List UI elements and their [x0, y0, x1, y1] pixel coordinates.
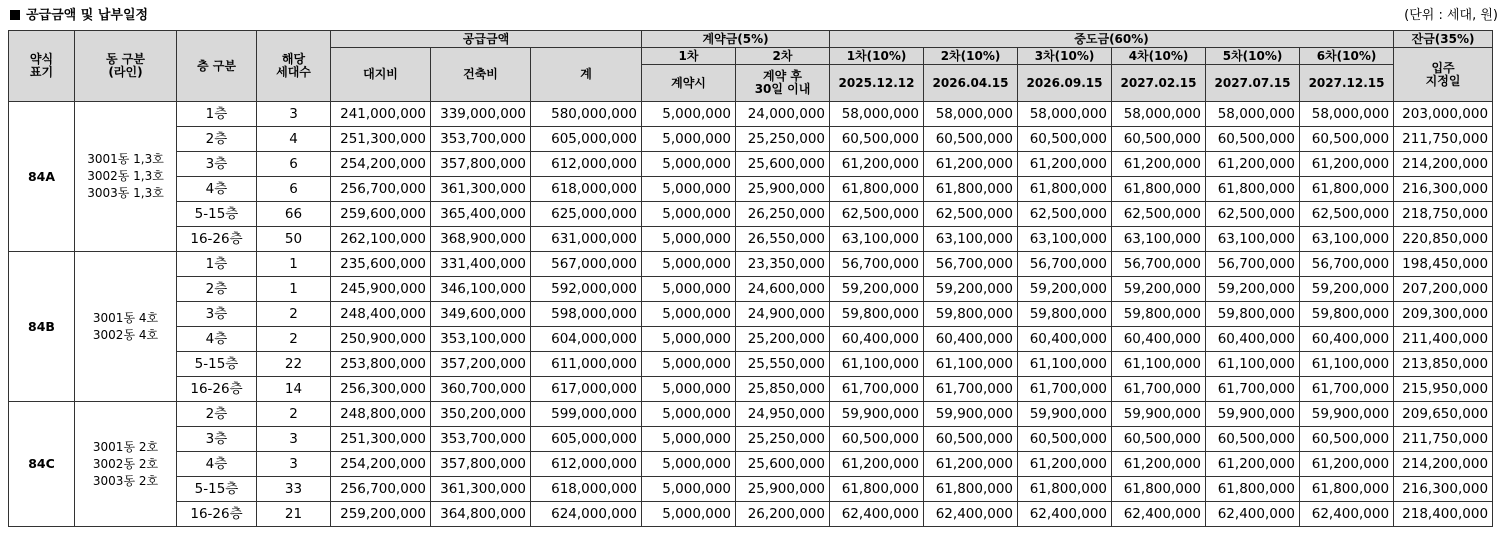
title-text: 공급금액 및 납부일정 — [26, 8, 149, 23]
mid-2-cell: 62,500,000 — [924, 202, 1018, 227]
building-cell: 368,900,000 — [431, 227, 531, 252]
header-deposit-group: 계약금(5%) — [642, 31, 830, 48]
mid-2-cell: 62,400,000 — [924, 502, 1018, 527]
dep2-cell: 25,600,000 — [736, 452, 830, 477]
balance-cell: 220,850,000 — [1394, 227, 1493, 252]
header-land: 대지비 — [331, 48, 431, 102]
dep2-cell: 23,350,000 — [736, 252, 830, 277]
floor-cell: 16-26층 — [177, 377, 257, 402]
header-mid-1: 1차(10%) — [830, 48, 924, 65]
mid-3-cell: 60,500,000 — [1018, 427, 1112, 452]
dep1-cell: 5,000,000 — [642, 402, 736, 427]
type-cell: 84A — [9, 102, 75, 252]
total-cell: 611,000,000 — [531, 352, 642, 377]
units-cell: 2 — [257, 327, 331, 352]
mid-2-cell: 60,500,000 — [924, 427, 1018, 452]
table-row — [9, 402, 1493, 427]
dep1-cell: 5,000,000 — [642, 177, 736, 202]
dep1-cell: 5,000,000 — [642, 202, 736, 227]
mid-4-cell: 61,800,000 — [1112, 177, 1206, 202]
mid-1-cell: 60,500,000 — [830, 427, 924, 452]
dep2-cell: 24,900,000 — [736, 302, 830, 327]
mid-5-cell: 56,700,000 — [1206, 252, 1300, 277]
mid-6-cell: 59,200,000 — [1300, 277, 1394, 302]
mid-4-cell: 60,500,000 — [1112, 127, 1206, 152]
mid-3-cell: 59,200,000 — [1018, 277, 1112, 302]
mid-3-cell: 59,800,000 — [1018, 302, 1112, 327]
table-row — [9, 227, 1493, 252]
type-cell: 84B — [9, 252, 75, 402]
mid-5-cell: 61,200,000 — [1206, 452, 1300, 477]
payment-schedule-table — [8, 30, 1493, 527]
units-cell: 1 — [257, 252, 331, 277]
dong-cell: 3001동 4호 3002동 4호 — [75, 252, 177, 402]
land-cell: 250,900,000 — [331, 327, 431, 352]
building-cell: 360,700,000 — [431, 377, 531, 402]
mid-2-cell: 61,800,000 — [924, 177, 1018, 202]
floor-cell: 3층 — [177, 427, 257, 452]
header-units: 해당 세대수 — [257, 31, 331, 102]
mid-4-cell: 62,400,000 — [1112, 502, 1206, 527]
mid-4-cell: 61,800,000 — [1112, 477, 1206, 502]
mid-3-cell: 58,000,000 — [1018, 102, 1112, 127]
table-body — [9, 102, 1493, 527]
units-cell: 2 — [257, 302, 331, 327]
total-cell: 604,000,000 — [531, 327, 642, 352]
mid-1-cell: 62,400,000 — [830, 502, 924, 527]
mid-5-cell: 61,100,000 — [1206, 352, 1300, 377]
mid-2-cell: 61,100,000 — [924, 352, 1018, 377]
table-row — [9, 427, 1493, 452]
mid-6-cell: 61,200,000 — [1300, 152, 1394, 177]
mid-4-cell: 59,800,000 — [1112, 302, 1206, 327]
mid-4-cell: 63,100,000 — [1112, 227, 1206, 252]
dep1-cell: 5,000,000 — [642, 452, 736, 477]
floor-cell: 1층 — [177, 102, 257, 127]
units-cell: 4 — [257, 127, 331, 152]
header-mid-date-4: 2027.02.15 — [1112, 65, 1206, 102]
balance-cell: 209,650,000 — [1394, 402, 1493, 427]
dep2-cell: 25,250,000 — [736, 127, 830, 152]
units-cell: 50 — [257, 227, 331, 252]
table-row — [9, 177, 1493, 202]
total-cell: 599,000,000 — [531, 402, 642, 427]
building-cell: 346,100,000 — [431, 277, 531, 302]
dep1-cell: 5,000,000 — [642, 127, 736, 152]
units-cell: 6 — [257, 177, 331, 202]
mid-6-cell: 56,700,000 — [1300, 252, 1394, 277]
building-cell: 357,800,000 — [431, 152, 531, 177]
land-cell: 256,700,000 — [331, 477, 431, 502]
mid-5-cell: 60,500,000 — [1206, 427, 1300, 452]
mid-5-cell: 63,100,000 — [1206, 227, 1300, 252]
balance-cell: 214,200,000 — [1394, 452, 1493, 477]
header-balance-group: 잔금(35%) — [1394, 31, 1493, 48]
land-cell: 259,200,000 — [331, 502, 431, 527]
units-cell: 6 — [257, 152, 331, 177]
mid-6-cell: 60,500,000 — [1300, 127, 1394, 152]
land-cell: 251,300,000 — [331, 427, 431, 452]
header-type: 약식 표기 — [9, 31, 75, 102]
total-cell: 618,000,000 — [531, 177, 642, 202]
header-dep1: 1차 — [642, 48, 736, 65]
header-dong: 동 구분 (라인) — [75, 31, 177, 102]
mid-5-cell: 62,500,000 — [1206, 202, 1300, 227]
dep2-cell: 25,900,000 — [736, 177, 830, 202]
floor-cell: 2층 — [177, 277, 257, 302]
mid-1-cell: 63,100,000 — [830, 227, 924, 252]
dep1-cell: 5,000,000 — [642, 227, 736, 252]
table-row — [9, 302, 1493, 327]
header-mid-date-2: 2026.04.15 — [924, 65, 1018, 102]
header-mid-date-5: 2027.07.15 — [1206, 65, 1300, 102]
mid-4-cell: 61,100,000 — [1112, 352, 1206, 377]
mid-6-cell: 61,700,000 — [1300, 377, 1394, 402]
mid-5-cell: 60,400,000 — [1206, 327, 1300, 352]
dong-cell: 3001동 1,3호 3002동 1,3호 3003동 1,3호 — [75, 102, 177, 252]
table-row — [9, 327, 1493, 352]
units-cell: 2 — [257, 402, 331, 427]
header-mid-date-1: 2025.12.12 — [830, 65, 924, 102]
mid-6-cell: 62,400,000 — [1300, 502, 1394, 527]
mid-4-cell: 61,200,000 — [1112, 152, 1206, 177]
page-title — [10, 4, 148, 23]
building-cell: 331,400,000 — [431, 252, 531, 277]
dep1-cell: 5,000,000 — [642, 327, 736, 352]
balance-cell: 209,300,000 — [1394, 302, 1493, 327]
mid-6-cell: 61,800,000 — [1300, 477, 1394, 502]
total-cell: 598,000,000 — [531, 302, 642, 327]
table-row — [9, 502, 1493, 527]
mid-3-cell: 61,200,000 — [1018, 452, 1112, 477]
mid-2-cell: 60,400,000 — [924, 327, 1018, 352]
mid-6-cell: 60,500,000 — [1300, 427, 1394, 452]
floor-cell: 2층 — [177, 127, 257, 152]
mid-2-cell: 61,800,000 — [924, 477, 1018, 502]
floor-cell: 5-15층 — [177, 202, 257, 227]
total-cell: 617,000,000 — [531, 377, 642, 402]
mid-6-cell: 61,100,000 — [1300, 352, 1394, 377]
dep1-cell: 5,000,000 — [642, 277, 736, 302]
balance-cell: 218,400,000 — [1394, 502, 1493, 527]
table-row — [9, 202, 1493, 227]
dep2-cell: 24,600,000 — [736, 277, 830, 302]
header-mid-4: 4차(10%) — [1112, 48, 1206, 65]
floor-cell: 5-15층 — [177, 352, 257, 377]
balance-cell: 198,450,000 — [1394, 252, 1493, 277]
land-cell: 254,200,000 — [331, 152, 431, 177]
mid-3-cell: 61,700,000 — [1018, 377, 1112, 402]
mid-5-cell: 61,700,000 — [1206, 377, 1300, 402]
mid-5-cell: 62,400,000 — [1206, 502, 1300, 527]
land-cell: 245,900,000 — [331, 277, 431, 302]
total-cell: 618,000,000 — [531, 477, 642, 502]
mid-1-cell: 59,900,000 — [830, 402, 924, 427]
table-row — [9, 102, 1493, 127]
total-cell: 605,000,000 — [531, 427, 642, 452]
land-cell: 256,300,000 — [331, 377, 431, 402]
dep2-cell: 25,550,000 — [736, 352, 830, 377]
building-cell: 353,700,000 — [431, 127, 531, 152]
mid-3-cell: 60,500,000 — [1018, 127, 1112, 152]
mid-3-cell: 61,200,000 — [1018, 152, 1112, 177]
mid-2-cell: 61,200,000 — [924, 452, 1018, 477]
dep1-cell: 5,000,000 — [642, 152, 736, 177]
mid-1-cell: 61,800,000 — [830, 477, 924, 502]
dep2-cell: 26,250,000 — [736, 202, 830, 227]
building-cell: 365,400,000 — [431, 202, 531, 227]
land-cell: 248,800,000 — [331, 402, 431, 427]
dep2-cell: 24,950,000 — [736, 402, 830, 427]
balance-cell: 213,850,000 — [1394, 352, 1493, 377]
mid-5-cell: 59,900,000 — [1206, 402, 1300, 427]
table-row — [9, 152, 1493, 177]
units-cell: 14 — [257, 377, 331, 402]
mid-5-cell: 60,500,000 — [1206, 127, 1300, 152]
building-cell: 361,300,000 — [431, 477, 531, 502]
title-bar — [8, 0, 1500, 26]
mid-6-cell: 58,000,000 — [1300, 102, 1394, 127]
mid-4-cell: 60,400,000 — [1112, 327, 1206, 352]
building-cell: 339,000,000 — [431, 102, 531, 127]
mid-1-cell: 56,700,000 — [830, 252, 924, 277]
dep1-cell: 5,000,000 — [642, 252, 736, 277]
header-mid-3: 3차(10%) — [1018, 48, 1112, 65]
floor-cell: 3층 — [177, 302, 257, 327]
header-dep1-when: 계약시 — [642, 65, 736, 102]
header-building: 건축비 — [431, 48, 531, 102]
dep2-cell: 24,000,000 — [736, 102, 830, 127]
mid-2-cell: 61,200,000 — [924, 152, 1018, 177]
floor-cell: 5-15층 — [177, 477, 257, 502]
mid-2-cell: 58,000,000 — [924, 102, 1018, 127]
mid-1-cell: 61,200,000 — [830, 152, 924, 177]
mid-1-cell: 59,200,000 — [830, 277, 924, 302]
dep2-cell: 25,850,000 — [736, 377, 830, 402]
mid-4-cell: 62,500,000 — [1112, 202, 1206, 227]
header-mid-6: 6차(10%) — [1300, 48, 1394, 65]
mid-1-cell: 59,800,000 — [830, 302, 924, 327]
dep1-cell: 5,000,000 — [642, 352, 736, 377]
total-cell: 567,000,000 — [531, 252, 642, 277]
dong-cell: 3001동 2호 3002동 2호 3003동 2호 — [75, 402, 177, 527]
dep1-cell: 5,000,000 — [642, 302, 736, 327]
mid-3-cell: 60,400,000 — [1018, 327, 1112, 352]
dep1-cell: 5,000,000 — [642, 377, 736, 402]
land-cell: 248,400,000 — [331, 302, 431, 327]
header-mid-date-6: 2027.12.15 — [1300, 65, 1394, 102]
balance-cell: 211,400,000 — [1394, 327, 1493, 352]
mid-3-cell: 63,100,000 — [1018, 227, 1112, 252]
mid-4-cell: 60,500,000 — [1112, 427, 1206, 452]
type-cell: 84C — [9, 402, 75, 527]
land-cell: 235,600,000 — [331, 252, 431, 277]
total-cell: 624,000,000 — [531, 502, 642, 527]
mid-2-cell: 56,700,000 — [924, 252, 1018, 277]
mid-5-cell: 61,800,000 — [1206, 177, 1300, 202]
mid-5-cell: 59,800,000 — [1206, 302, 1300, 327]
unit-note: (단위 : 세대, 원) — [1404, 8, 1498, 23]
land-cell: 262,100,000 — [331, 227, 431, 252]
mid-1-cell: 61,200,000 — [830, 452, 924, 477]
header-balance-when: 입주 지정일 — [1394, 48, 1493, 102]
balance-cell: 218,750,000 — [1394, 202, 1493, 227]
table-row — [9, 252, 1493, 277]
total-cell: 605,000,000 — [531, 127, 642, 152]
mid-1-cell: 60,400,000 — [830, 327, 924, 352]
dep1-cell: 5,000,000 — [642, 102, 736, 127]
mid-3-cell: 62,400,000 — [1018, 502, 1112, 527]
dep2-cell: 25,200,000 — [736, 327, 830, 352]
mid-5-cell: 61,200,000 — [1206, 152, 1300, 177]
table-header — [9, 31, 1493, 102]
total-cell: 631,000,000 — [531, 227, 642, 252]
land-cell: 256,700,000 — [331, 177, 431, 202]
balance-cell: 211,750,000 — [1394, 427, 1493, 452]
mid-6-cell: 61,200,000 — [1300, 452, 1394, 477]
dep1-cell: 5,000,000 — [642, 427, 736, 452]
units-cell: 3 — [257, 452, 331, 477]
balance-cell: 216,300,000 — [1394, 177, 1493, 202]
mid-3-cell: 56,700,000 — [1018, 252, 1112, 277]
floor-cell: 16-26층 — [177, 227, 257, 252]
mid-4-cell: 59,900,000 — [1112, 402, 1206, 427]
mid-4-cell: 58,000,000 — [1112, 102, 1206, 127]
land-cell: 259,600,000 — [331, 202, 431, 227]
balance-cell: 211,750,000 — [1394, 127, 1493, 152]
building-cell: 353,100,000 — [431, 327, 531, 352]
dep1-cell: 5,000,000 — [642, 477, 736, 502]
balance-cell: 207,200,000 — [1394, 277, 1493, 302]
mid-4-cell: 56,700,000 — [1112, 252, 1206, 277]
mid-5-cell: 58,000,000 — [1206, 102, 1300, 127]
header-floor: 층 구분 — [177, 31, 257, 102]
table-row — [9, 277, 1493, 302]
floor-cell: 16-26층 — [177, 502, 257, 527]
header-dep2: 2차 — [736, 48, 830, 65]
mid-4-cell: 61,200,000 — [1112, 452, 1206, 477]
dep1-cell: 5,000,000 — [642, 502, 736, 527]
table-row — [9, 477, 1493, 502]
units-cell: 1 — [257, 277, 331, 302]
units-cell: 3 — [257, 427, 331, 452]
floor-cell: 1층 — [177, 252, 257, 277]
building-cell: 349,600,000 — [431, 302, 531, 327]
mid-6-cell: 61,800,000 — [1300, 177, 1394, 202]
units-cell: 66 — [257, 202, 331, 227]
building-cell: 350,200,000 — [431, 402, 531, 427]
land-cell: 251,300,000 — [331, 127, 431, 152]
mid-1-cell: 61,800,000 — [830, 177, 924, 202]
mid-6-cell: 59,900,000 — [1300, 402, 1394, 427]
land-cell: 253,800,000 — [331, 352, 431, 377]
mid-3-cell: 61,800,000 — [1018, 477, 1112, 502]
table-row — [9, 352, 1493, 377]
mid-1-cell: 62,500,000 — [830, 202, 924, 227]
mid-3-cell: 61,800,000 — [1018, 177, 1112, 202]
land-cell: 241,000,000 — [331, 102, 431, 127]
mid-6-cell: 62,500,000 — [1300, 202, 1394, 227]
square-bullet-icon — [10, 10, 20, 20]
mid-5-cell: 59,200,000 — [1206, 277, 1300, 302]
units-cell: 21 — [257, 502, 331, 527]
floor-cell: 4층 — [177, 327, 257, 352]
mid-1-cell: 61,100,000 — [830, 352, 924, 377]
mid-6-cell: 63,100,000 — [1300, 227, 1394, 252]
building-cell: 357,200,000 — [431, 352, 531, 377]
balance-cell: 215,950,000 — [1394, 377, 1493, 402]
header-mid-5: 5차(10%) — [1206, 48, 1300, 65]
dep2-cell: 26,200,000 — [736, 502, 830, 527]
mid-2-cell: 61,700,000 — [924, 377, 1018, 402]
mid-4-cell: 59,200,000 — [1112, 277, 1206, 302]
building-cell: 357,800,000 — [431, 452, 531, 477]
units-cell: 3 — [257, 102, 331, 127]
land-cell: 254,200,000 — [331, 452, 431, 477]
mid-3-cell: 59,900,000 — [1018, 402, 1112, 427]
mid-1-cell: 60,500,000 — [830, 127, 924, 152]
table-row — [9, 452, 1493, 477]
header-total: 계 — [531, 48, 642, 102]
dep2-cell: 25,900,000 — [736, 477, 830, 502]
building-cell: 361,300,000 — [431, 177, 531, 202]
floor-cell: 3층 — [177, 152, 257, 177]
mid-6-cell: 60,400,000 — [1300, 327, 1394, 352]
total-cell: 612,000,000 — [531, 152, 642, 177]
dep2-cell: 26,550,000 — [736, 227, 830, 252]
mid-2-cell: 60,500,000 — [924, 127, 1018, 152]
mid-2-cell: 59,800,000 — [924, 302, 1018, 327]
floor-cell: 4층 — [177, 177, 257, 202]
mid-1-cell: 58,000,000 — [830, 102, 924, 127]
mid-3-cell: 62,500,000 — [1018, 202, 1112, 227]
header-supply-group: 공급금액 — [331, 31, 642, 48]
units-cell: 22 — [257, 352, 331, 377]
table-row — [9, 127, 1493, 152]
header-mid-date-3: 2026.09.15 — [1018, 65, 1112, 102]
building-cell: 353,700,000 — [431, 427, 531, 452]
total-cell: 612,000,000 — [531, 452, 642, 477]
mid-3-cell: 61,100,000 — [1018, 352, 1112, 377]
dep2-cell: 25,600,000 — [736, 152, 830, 177]
floor-cell: 2층 — [177, 402, 257, 427]
mid-2-cell: 59,900,000 — [924, 402, 1018, 427]
mid-6-cell: 59,800,000 — [1300, 302, 1394, 327]
floor-cell: 4층 — [177, 452, 257, 477]
header-mid-2: 2차(10%) — [924, 48, 1018, 65]
balance-cell: 203,000,000 — [1394, 102, 1493, 127]
building-cell: 364,800,000 — [431, 502, 531, 527]
mid-5-cell: 61,800,000 — [1206, 477, 1300, 502]
table-row — [9, 377, 1493, 402]
total-cell: 625,000,000 — [531, 202, 642, 227]
mid-2-cell: 59,200,000 — [924, 277, 1018, 302]
units-cell: 33 — [257, 477, 331, 502]
mid-4-cell: 61,700,000 — [1112, 377, 1206, 402]
balance-cell: 214,200,000 — [1394, 152, 1493, 177]
mid-1-cell: 61,700,000 — [830, 377, 924, 402]
header-mid-group: 중도금(60%) — [830, 31, 1394, 48]
balance-cell: 216,300,000 — [1394, 477, 1493, 502]
total-cell: 580,000,000 — [531, 102, 642, 127]
mid-2-cell: 63,100,000 — [924, 227, 1018, 252]
total-cell: 592,000,000 — [531, 277, 642, 302]
dep2-cell: 25,250,000 — [736, 427, 830, 452]
header-dep2-when: 계약 후 30일 이내 — [736, 65, 830, 102]
